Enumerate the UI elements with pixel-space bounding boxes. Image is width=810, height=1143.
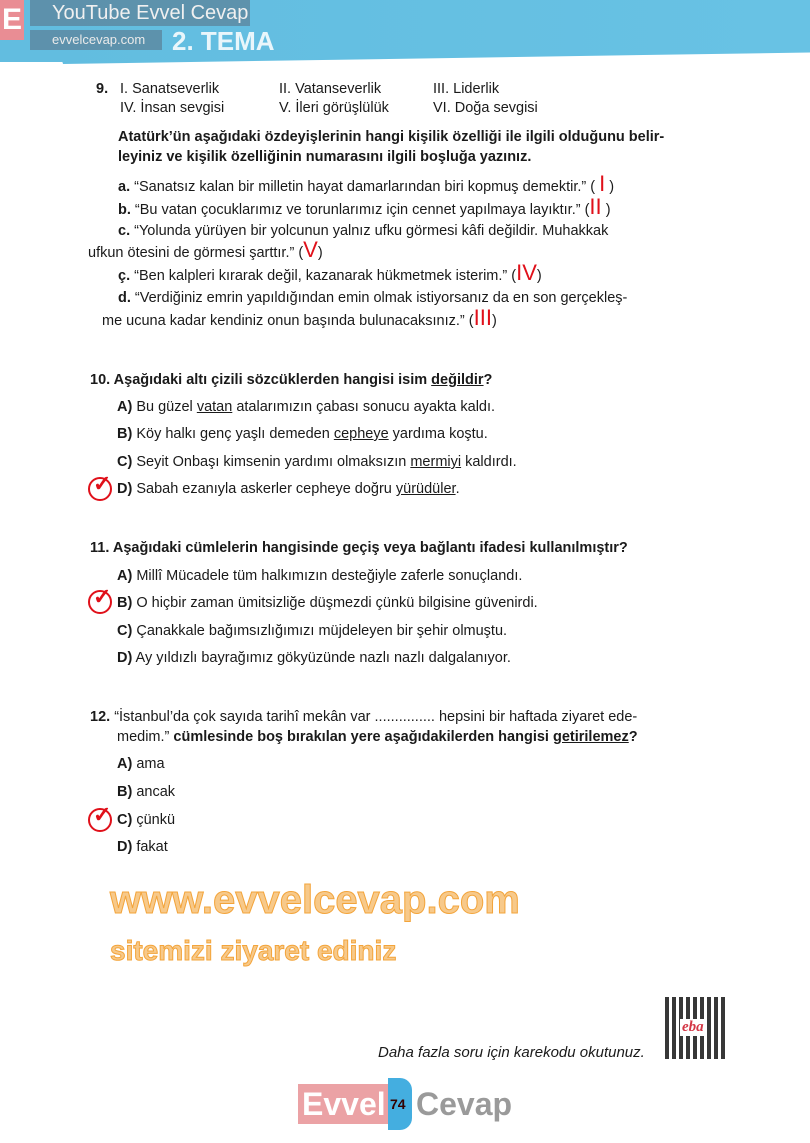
item-label: ç. xyxy=(118,268,131,284)
q12-option-a[interactable] xyxy=(117,756,165,772)
q-number: 10. xyxy=(90,372,111,388)
handwritten-answer: II xyxy=(589,194,602,219)
q9-item-b xyxy=(118,194,611,219)
q12-stem-line1 xyxy=(90,709,637,725)
qr-code-icon[interactable] xyxy=(665,997,727,1059)
q12-option-b[interactable] xyxy=(117,784,175,800)
item-text: “Verdiğiniz emrin yapıldığından emin olmak istiyorsanız da en son gerçekleş- xyxy=(134,290,628,306)
qr-caption: Daha fazla soru için karekodu okutunuz. xyxy=(378,1044,645,1061)
option-text: Ay yıldızlı bayrağımız gökyüzünde nazlı nazlı dalgalanıyor. xyxy=(135,650,511,666)
trait: V. İleri görüşlülük xyxy=(279,100,389,116)
option-label: B) xyxy=(117,595,133,611)
option-text: O hiçbir zaman ümitsizliğe düşmezdi çünkü bilgisine güvenirdi. xyxy=(136,595,538,611)
option-text: Sabah ezanıyla askerler cepheye doğru xyxy=(136,481,396,497)
watermark-main: www.evvelcevap.com xyxy=(110,878,520,922)
trait: I. Sanatseverlik xyxy=(120,81,220,97)
q9-item-c xyxy=(118,223,608,239)
q10-option-d[interactable] xyxy=(117,481,460,497)
stem: medim.” xyxy=(117,729,174,745)
trait: II. Vatanseverlik xyxy=(279,81,382,97)
option-text: ama xyxy=(136,756,165,772)
q11-stem xyxy=(90,540,628,556)
item-text: me ucuna kadar kendiniz onun başında bulunacaksınız.” ( xyxy=(102,313,474,329)
stem: Aşağıdaki cümlelerin hangisinde geçiş veya bağlantı ifadesi kullanılmıştır? xyxy=(112,540,628,556)
option-label: C) xyxy=(117,812,133,828)
q10-stem xyxy=(90,372,492,388)
q10-option-a[interactable] xyxy=(117,399,495,415)
option-text: fakat xyxy=(136,839,168,855)
item-label: a. xyxy=(118,179,131,195)
stem: ? xyxy=(483,372,493,388)
q9-instruction: Atatürk’ün aşağıdaki özdeyişlerinin hangi kişilik özelliği ile ilgili olduğunu belir- xyxy=(118,129,665,145)
q11-option-d[interactable] xyxy=(117,650,511,666)
q12-option-c[interactable] xyxy=(117,812,175,828)
option-text: Bu güzel xyxy=(136,399,197,415)
watermark-site: evvelcevap.com xyxy=(30,30,162,50)
option-label: B) xyxy=(117,784,133,800)
evvel-cevap-logo xyxy=(298,1078,538,1128)
option-label: D) xyxy=(117,481,133,497)
watermark-sub: sitemizi ziyaret ediniz xyxy=(110,935,397,966)
theme-title: 2. TEMA xyxy=(172,26,275,56)
option-text: kaldırdı. xyxy=(461,454,517,470)
handwritten-answer: V xyxy=(303,237,318,262)
q9-item-cc xyxy=(118,260,542,285)
item-text: “Sanatsız kalan bir milletin hayat damarlarından biri kopmuş demektir.” ( xyxy=(134,179,596,195)
logo-left: Evvel xyxy=(298,1084,388,1124)
handwritten-answer: III xyxy=(473,305,492,330)
option-text: Çanakkale bağımsızlığımızı müjdeleyen bir şehir olmuştu. xyxy=(136,623,508,639)
option-label: B) xyxy=(117,426,133,442)
option-label: C) xyxy=(117,623,133,639)
q9-instruction: leyiniz ve kişilik özelliğinin numarasını ilgili boşluğa yazınız. xyxy=(118,149,532,165)
trait: IV. İnsan sevgisi xyxy=(120,100,225,116)
underlined-word: mermiyi xyxy=(410,454,462,470)
q9-item-d xyxy=(118,290,627,306)
stem-underlined: değildir xyxy=(431,372,484,388)
stem: cümlesinde boş bırakılan yere aşağıdakilerden hangisi xyxy=(173,729,553,745)
option-label: A) xyxy=(117,399,133,415)
option-text: Köy halkı genç yaşlı demeden xyxy=(136,426,334,442)
handwritten-answer: I xyxy=(599,171,606,196)
paren: ) xyxy=(491,313,497,329)
paren: ) xyxy=(605,202,611,218)
q9-item-c-cont xyxy=(88,237,323,262)
trait: III. Liderlik xyxy=(433,81,500,97)
paren: ) xyxy=(317,245,323,261)
q9-item-a xyxy=(118,171,615,196)
item-label: c. xyxy=(118,223,131,239)
q11-option-a[interactable] xyxy=(117,568,522,584)
item-text: ufkun ötesini de görmesi şarttır.” ( xyxy=(88,245,304,261)
underlined-word: yürüdüler xyxy=(395,481,456,497)
q12-stem-line2 xyxy=(117,729,638,745)
checkmark-icon: ✓ xyxy=(88,477,112,501)
option-text: Seyit Onbaşı kimsenin yardımı olmaksızın xyxy=(136,454,411,470)
option-text: ancak xyxy=(136,784,176,800)
underlined-word: vatan xyxy=(196,399,233,415)
stem-underlined: getirilemez xyxy=(552,729,629,745)
q9-number: 9. xyxy=(96,81,109,97)
q-number: 12. xyxy=(90,709,111,725)
eba-badge: eba xyxy=(682,1019,704,1035)
item-text: “Bu vatan çocuklarımız ve torunlarımız için cennet yapılmaya layıktır.” ( xyxy=(134,202,590,218)
option-label: C) xyxy=(117,454,133,470)
logo-right: Cevap xyxy=(416,1086,513,1122)
e-logo-icon: E xyxy=(0,0,24,40)
option-label: A) xyxy=(117,568,133,584)
item-label: d. xyxy=(118,290,131,306)
q10-option-c[interactable] xyxy=(117,454,517,470)
trait: VI. Doğa sevgisi xyxy=(433,100,538,116)
option-label: D) xyxy=(117,839,133,855)
option-text: atalarımızın çabası sonucu ayakta kaldı. xyxy=(232,399,496,415)
option-text: . xyxy=(455,481,460,497)
option-text: yardıma koştu. xyxy=(388,426,488,442)
item-label: b. xyxy=(118,202,131,218)
item-text: “Yolunda yürüyen bir yolcunun yalnız ufku görmesi kâfi değildir. Muhakkak xyxy=(134,223,609,239)
stem: Aşağıdaki altı çizili sözcüklerden hangisi isim xyxy=(113,372,432,388)
option-text: çünkü xyxy=(136,812,176,828)
stem: “İstanbul’da çok sayıda tarihî mekân var ............... hepsini bir haftada ziyaret ede- xyxy=(114,709,638,725)
item-text: “Ben kalpleri kırarak değil, kazanarak hükmetmek isterim.” ( xyxy=(134,268,517,284)
q11-option-b[interactable] xyxy=(117,595,538,611)
option-text: Millî Mücadele tüm halkımızın desteğiyle zaferle sonuçlandı. xyxy=(136,568,523,584)
q12-option-d[interactable] xyxy=(117,839,168,855)
q10-option-b[interactable] xyxy=(117,426,488,442)
checkmark-icon: ✓ xyxy=(88,808,112,832)
q-number: 11. xyxy=(90,540,110,556)
underlined-word: cepheye xyxy=(333,426,389,442)
q11-option-c[interactable] xyxy=(117,623,507,639)
paren: ) xyxy=(536,268,542,284)
page-number: 74 xyxy=(390,1096,406,1112)
option-label: D) xyxy=(117,650,133,666)
watermark-channel: YouTube Evvel Cevap xyxy=(30,0,250,26)
paren: ) xyxy=(609,179,615,195)
handwritten-answer: IV xyxy=(516,260,537,285)
checkmark-icon: ✓ xyxy=(88,590,112,614)
q9-item-d-cont xyxy=(102,305,497,330)
stem: ? xyxy=(628,729,638,745)
option-label: A) xyxy=(117,756,133,772)
